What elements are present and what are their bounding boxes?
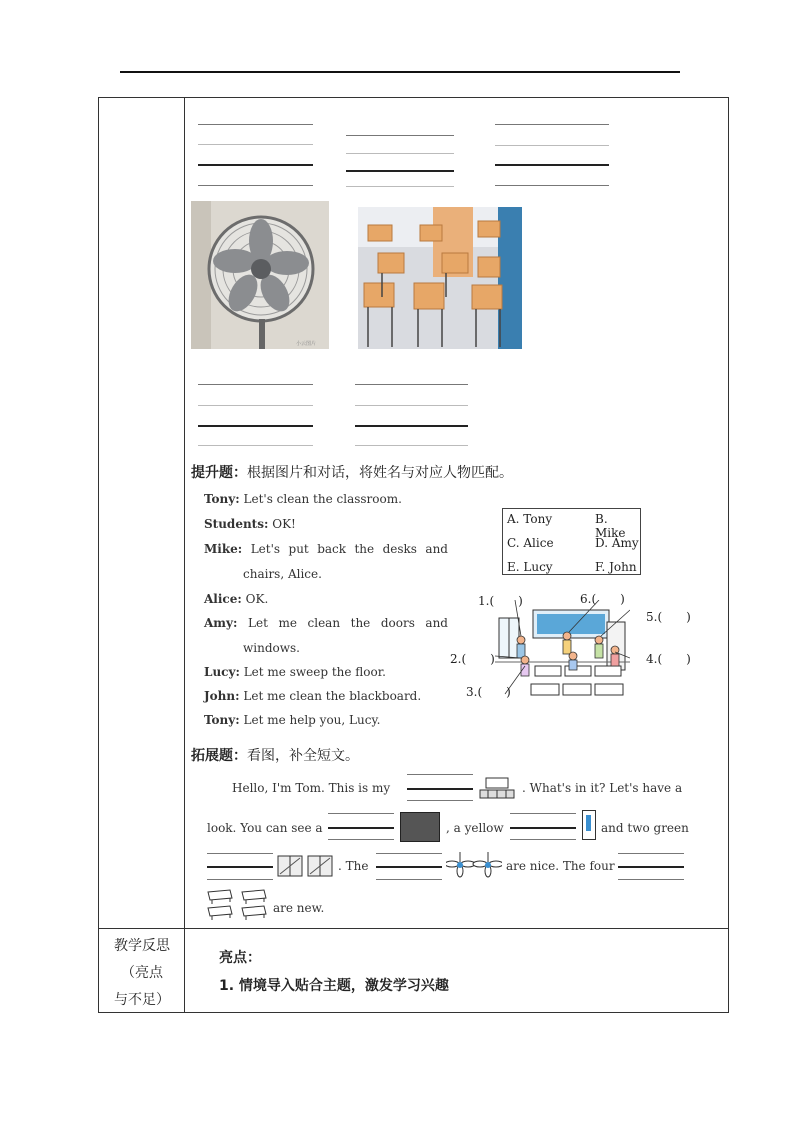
scene-blank-5[interactable]: 5.( )	[646, 610, 691, 624]
highlight-point-1: 1. 情境导入贴合主题，激发学习兴趣	[219, 978, 449, 994]
windows-icon	[276, 854, 334, 878]
option-item: D. Amy	[595, 536, 639, 550]
dialogue-line: Lucy: Let me sweep the floor.	[204, 665, 386, 679]
dialogue-line: Alice: OK.	[204, 592, 269, 606]
dialogue-line: Tony: Let me help you, Lucy.	[204, 713, 381, 727]
upgrade-section-title	[191, 462, 513, 482]
reflection-label-1: 教学反思	[114, 938, 170, 954]
passage-text: , a yellow	[446, 821, 504, 835]
passage-text: and two green	[601, 821, 689, 835]
dialogue-line: Students: OK!	[204, 517, 296, 531]
door-icon	[582, 810, 596, 840]
reflection-label-2: （亮点	[121, 965, 163, 981]
upgrade-instruction: 根据图片和对话，将姓名与对应人物匹配。	[247, 465, 513, 481]
dialogue-line: John: Let me clean the blackboard.	[204, 689, 422, 703]
desks-icon	[204, 886, 270, 922]
dialogue-line: Tony: Let's clean the classroom.	[204, 492, 402, 506]
dialogue-line: windows.	[243, 641, 300, 655]
reflection-label-3: 与不足）	[114, 992, 170, 1008]
extend-section-title	[191, 745, 359, 765]
chairs-photo	[358, 207, 522, 349]
passage-text: are new.	[273, 901, 325, 915]
upgrade-label: 提升题：	[191, 465, 247, 481]
blackboard-icon	[400, 812, 440, 842]
dialogue-line: chairs, Alice.	[243, 567, 322, 581]
scene-blank-3[interactable]: 3.( )	[466, 685, 511, 699]
classroom-icon	[478, 776, 516, 800]
highlight-title: 亮点：	[219, 950, 261, 966]
fan-photo	[191, 201, 329, 349]
classroom-scene-illustration	[495, 600, 630, 705]
scene-blank-2[interactable]: 2.( )	[450, 652, 495, 666]
passage-text: are nice. The four	[506, 859, 615, 873]
name-options-box	[502, 508, 641, 575]
passage-text: Hello, I'm Tom. This is my	[232, 781, 391, 795]
header-rule	[120, 71, 680, 73]
table-column-divider	[184, 97, 185, 1013]
table-row-divider	[98, 928, 729, 929]
scene-blank-6[interactable]: 6.( )	[580, 592, 625, 606]
extend-instruction: 看图，补全短文。	[247, 748, 359, 764]
option-item: B. Mike	[595, 512, 626, 540]
option-item: C. Alice	[507, 536, 554, 550]
ceiling-fans-icon	[446, 852, 502, 878]
photo-watermark: 小云图片	[296, 341, 317, 347]
option-item: F. John	[595, 560, 637, 574]
passage-text: look. You can see a	[207, 821, 323, 835]
option-item: A. Tony	[507, 512, 553, 526]
option-item: E. Lucy	[507, 560, 553, 574]
dialogue-line: Mike: Let's put back the desks and	[204, 542, 448, 556]
passage-text: . The	[338, 859, 369, 873]
passage-text: . What's in it? Let's have a	[522, 781, 683, 795]
scene-blank-4[interactable]: 4.( )	[646, 652, 691, 666]
extend-label: 拓展题：	[191, 748, 247, 764]
scene-blank-1[interactable]: 1.( )	[478, 594, 523, 608]
dialogue-line: Amy: Let me clean the doors and	[204, 616, 448, 630]
